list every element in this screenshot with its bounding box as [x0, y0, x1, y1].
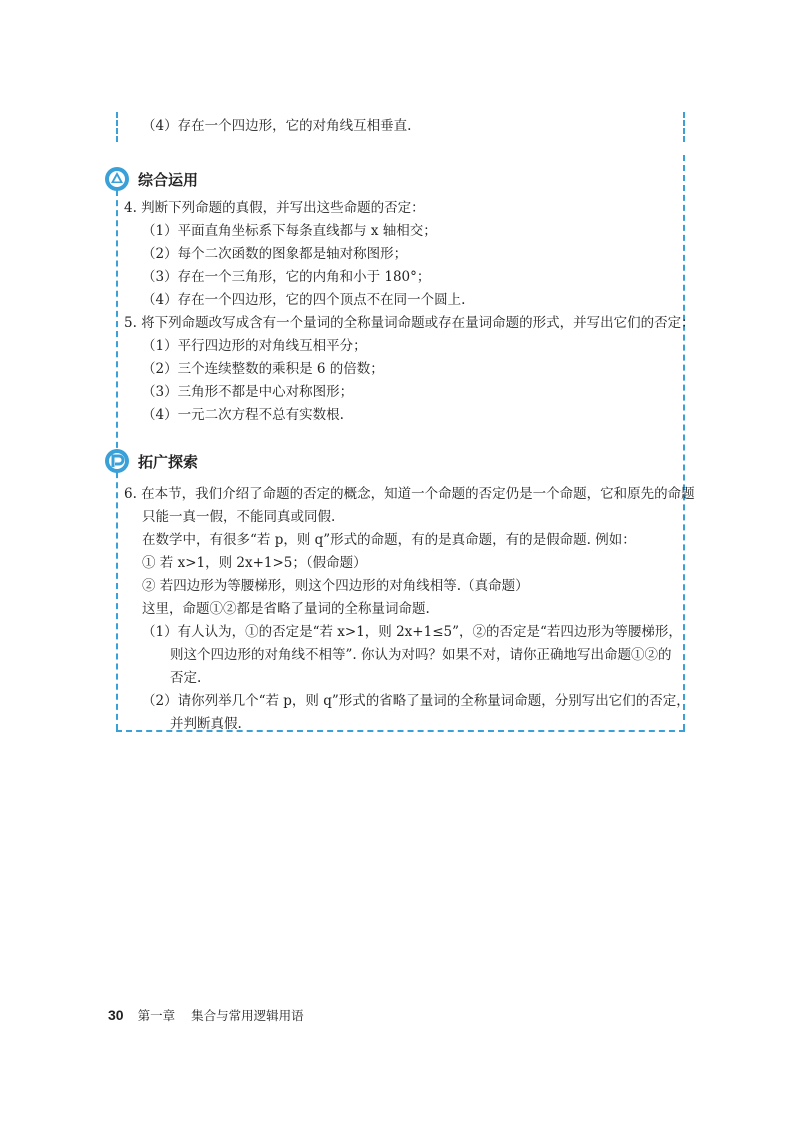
exercise-6-stem-line-1: 6. 在本节，我们介绍了命题的否定的概念，知道一个命题的否定仍是一个命题，它和原先的命题	[124, 486, 695, 502]
exercise-6-item-1-line-2: 则这个四边形的对角线不相等”. 你认为对吗？如果不对，请你正确地写出命题①②的	[170, 647, 672, 663]
comprehensive-section-icon	[104, 166, 130, 192]
section-heading-exploration	[104, 448, 198, 474]
exercise-5-item-2: （2）三个连续整数的乘积是 6 的倍数；	[142, 361, 384, 377]
frame-right-border	[683, 155, 685, 730]
exercise-5-item-1: （1）平行四边形的对角线互相平分；	[142, 338, 367, 354]
section-title: 拓广探索	[138, 452, 199, 471]
exercise-6-stem-line-2: 只能一真一假，不能同真或同假.	[142, 509, 336, 525]
exercise-6-item-2-line-2: 并判断真假.	[170, 716, 242, 732]
exercise-6-item-1-line-3: 否定.	[170, 670, 202, 686]
example-1: ① 若 x>1，则 2x+1>5；（假命题）	[142, 555, 367, 571]
exercise-5-stem: 5. 将下列命题改写成含有一个量词的全称量词命题或存在量词命题的形式，并写出它们的否定：	[124, 315, 695, 331]
exercise-6-paragraph: 在数学中，有很多“若 p，则 q”形式的命题，有的是真命题，有的是假命题. 例如：	[142, 532, 636, 548]
top-item: （4）存在一个四边形，它的对角线互相垂直.	[142, 118, 412, 134]
exercise-4-item-1: （1）平面直角坐标系下每条直线都与 x 轴相交；	[142, 223, 437, 239]
exercise-4-item-2: （2）每个二次函数的图象都是轴对称图形；	[142, 246, 408, 262]
example-2: ② 若四边形为等腰梯形，则这个四边形的对角线相等.（真命题）	[142, 578, 529, 594]
frame-left-border-top	[116, 112, 118, 142]
exercise-6-item-2-line-1: （2）请你列举几个“若 p，则 q”形式的省略了量词的全称量词命题，分别写出它们的否定，	[142, 693, 690, 709]
page-footer	[108, 1006, 304, 1024]
section-title: 综合运用	[138, 170, 199, 189]
frame-right-border-top	[683, 112, 685, 142]
page-number: 30	[108, 1007, 124, 1023]
chapter-number: 第一章	[137, 1008, 176, 1023]
exercise-4-item-4: （4）存在一个四边形，它的四个顶点不在同一个圆上.	[142, 292, 466, 308]
chapter-title: 集合与常用逻辑用语	[191, 1008, 304, 1023]
exercise-5-item-3: （3）三角形不都是中心对称图形；	[142, 384, 354, 400]
explanation: 这里，命题①②都是省略了量词的全称量词命题.	[142, 601, 430, 617]
exercise-5-item-4: （4）一元二次方程不总有实数根.	[142, 407, 344, 423]
exercise-4-item-3: （3）存在一个三角形，它的内角和小于 180°；	[142, 269, 431, 285]
exercise-6-item-1-line-1: （1）有人认为，①的否定是“若 x>1，则 2x+1≤5”，②的否定是“若四边形为等腰梯形，	[142, 624, 682, 640]
exploration-section-icon	[104, 448, 130, 474]
section-heading-comprehensive	[104, 166, 198, 192]
exercise-4-stem: 4. 判断下列命题的真假，并写出这些命题的否定：	[124, 200, 425, 216]
